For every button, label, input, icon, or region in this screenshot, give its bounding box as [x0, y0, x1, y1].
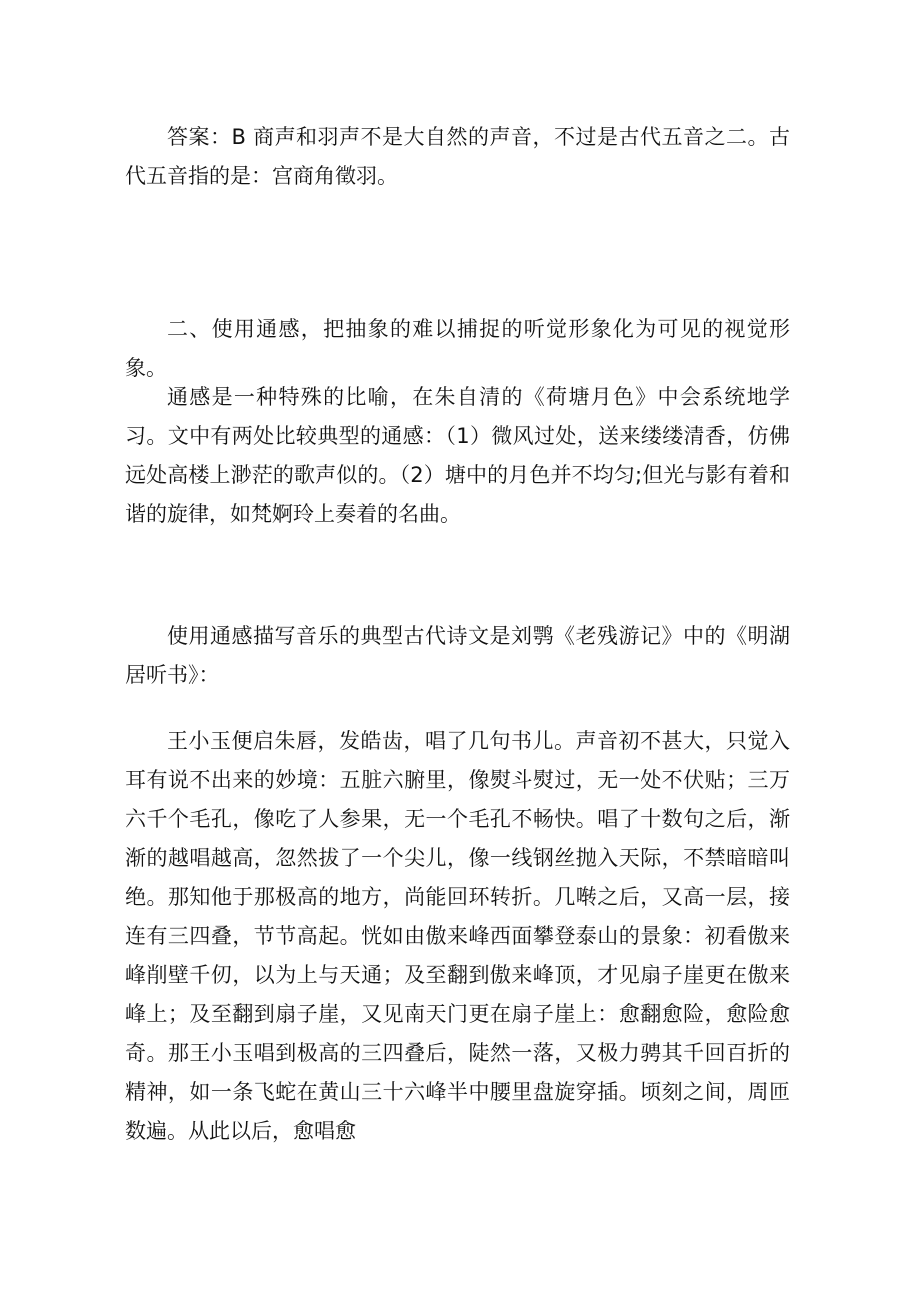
quote-intro-paragraph: 使用通感描写音乐的典型古代诗文是刘鹗《老残游记》中的《明湖居听书》： — [125, 624, 790, 687]
quote-paragraph: 王小玉便启朱唇，发皓齿，唱了几句书儿。声音初不甚大，只觉入耳有说不出来的妙境：五脏六腑里，像熨斗熨过，无一处不伏贴；三万六千个毛孔，像吃了人参果，无一个毛孔不畅快。唱了十数句之后，渐渐的越唱越高，忽然拔了一个尖儿，像一线钢丝抛入天际，不禁暗暗叫绝。那知他于那极高的地方，尚能回环转折。几啭之后，又高一层，接连有三四叠，节节高起。恍如由傲来峰西面攀登泰山的景象：初看傲来峰削壁千仞，以为上与天通；及至翻到傲来峰顶，才见扇子崖更在傲来峰上；及至翻到扇子崖，又见南天门更在扇子崖上：愈翻愈险，愈险愈奇。那王小玉唱到极高的三四叠后，陡然一落，又极力骋其千回百折的精神，如一条飞蛇在黄山三十六峰半中腰里盘旋穿插。顷刻之间，周匝数遍。从此以后，愈唱愈 — [125, 729, 790, 1143]
answer-paragraph: 答案：B 商声和羽声不是大自然的声音，不过是古代五音之二。古代五音指的是：宫商角徵羽。 — [125, 125, 790, 188]
section-heading: 二、使用通感，把抽象的难以捕捉的听觉形象化为可见的视觉形象。 — [125, 317, 790, 380]
synesthesia-paragraph: 通感是一种特殊的比喻，在朱自清的《荷塘月色》中会系统地学习。文中有两处比较典型的通感：（1）微风过处，送来缕缕清香，仿佛远处高楼上渺茫的歌声似的。（2）塘中的月色并不均匀;但光与影有着和谐的旋律，如梵婀玲上奏着的名曲。 — [125, 385, 790, 526]
